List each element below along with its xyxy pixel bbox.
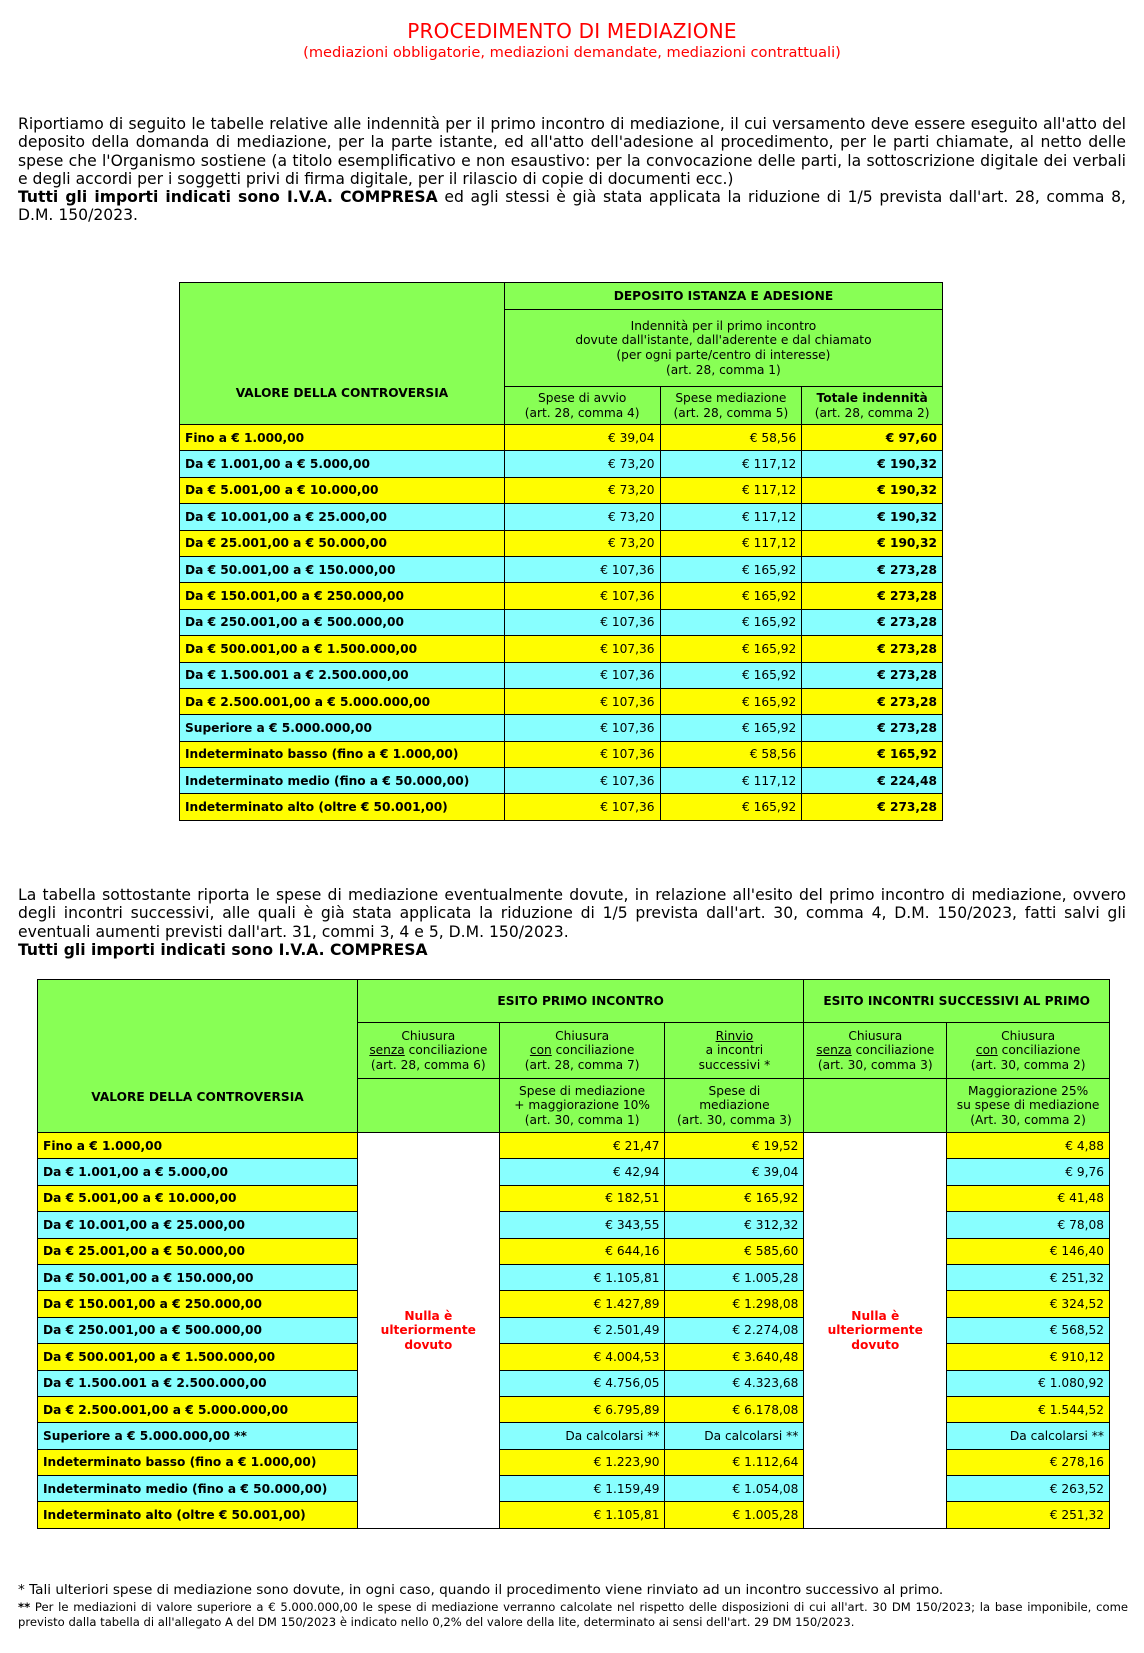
- start-fee-value: € 107,36: [504, 583, 660, 609]
- total-fee-value: € 273,28: [802, 556, 943, 582]
- mediation-fee-value: € 117,12: [660, 477, 802, 503]
- table-row: [180, 583, 943, 609]
- value-range-label: Da € 25.001,00 a € 50.000,00: [38, 1238, 358, 1264]
- start-fee-value: € 107,36: [504, 741, 660, 767]
- nothing-due-note: Nulla è ulteriormente dovuto: [357, 1133, 499, 1529]
- table-row: [38, 1396, 1110, 1422]
- start-fee-value: € 107,36: [504, 715, 660, 741]
- value-range-label: Da € 500.001,00 a € 1.500.000,00: [38, 1344, 358, 1370]
- outcome-fees-body: [38, 1133, 1110, 1529]
- mediation-fees-header: Spese mediazione (art. 28, comma 5): [660, 387, 802, 425]
- increase-fee-value: € 910,12: [947, 1344, 1110, 1370]
- later-closure-with-conciliation-header: Chiusura con conciliazione (art. 30, comma 2): [947, 1023, 1110, 1079]
- conciliation-fee-value: Da calcolarsi **: [499, 1423, 665, 1449]
- total-fee-value: € 273,28: [802, 662, 943, 688]
- first-meeting-fees-body: [180, 425, 943, 821]
- value-range-label: Indeterminato basso (fino a € 1.000,00): [38, 1449, 358, 1475]
- postponement-header: Rinvio a incontri successivi *: [665, 1023, 804, 1079]
- value-column-header: VALORE DELLA CONTROVERSIA: [235, 386, 449, 401]
- conciliation-fee-value: € 21,47: [499, 1133, 665, 1159]
- value-range-label: Da € 500.001,00 a € 1.500.000,00: [180, 636, 505, 662]
- increase-fee-value: € 251,32: [947, 1502, 1110, 1528]
- start-fee-value: € 73,20: [504, 477, 660, 503]
- mediation-fee-value: € 117,12: [660, 451, 802, 477]
- mediation-fee-value: € 165,92: [660, 556, 802, 582]
- plus-25-desc: Maggiorazione 25% su spese di mediazione (Art. 30, comma 2): [947, 1079, 1110, 1133]
- value-range-label: Da € 1.500.001 a € 2.500.000,00: [38, 1370, 358, 1396]
- middle-text: La tabella sottostante riporta le spese di mediazione eventualmente dovute, in relazione all'esito del primo incontro di mediazione, ovvero degli incontri successivi, alle quali è già stata applicata la riduzione di 1/5 prevista dall'art. 30, comma 4, D.M. 150/2023, fatti salvi gli eventuali aumenti previsti dall'art. 31, commi 3, 4 e 5, D.M. 150/2023.: [18, 886, 1126, 941]
- start-fee-value: € 107,36: [504, 609, 660, 635]
- total-fee-value: € 190,32: [802, 530, 943, 556]
- postponement-fee-value: € 2.274,08: [665, 1317, 804, 1343]
- table-row: [38, 1449, 1110, 1475]
- conciliation-fee-value: € 644,16: [499, 1238, 665, 1264]
- value-range-label: Da € 5.001,00 a € 10.000,00: [38, 1185, 358, 1211]
- value-range-label: Da € 2.500.001,00 a € 5.000.000,00: [38, 1396, 358, 1422]
- total-fee-value: € 165,92: [802, 741, 943, 767]
- total-fee-value: € 224,48: [802, 768, 943, 794]
- postponement-fee-value: € 1.005,28: [665, 1502, 804, 1528]
- increase-fee-value: € 278,16: [947, 1449, 1110, 1475]
- start-fee-value: € 73,20: [504, 504, 660, 530]
- value-range-label: Superiore a € 5.000.000,00: [180, 715, 505, 741]
- footnote-single-star: * Tali ulteriori spese di mediazione sono dovute, in ogni caso, quando il procedimento viene rinviato ad un incontro successivo al primo.: [18, 1582, 944, 1598]
- conciliation-fee-value: € 1.427,89: [499, 1291, 665, 1317]
- mediation-fee-value: € 165,92: [660, 688, 802, 714]
- postponement-fee-value: € 585,60: [665, 1238, 804, 1264]
- mediation-fee-value: € 165,92: [660, 794, 802, 820]
- table-row: [180, 556, 943, 582]
- postponement-fee-value: € 165,92: [665, 1185, 804, 1211]
- table-row: [180, 425, 943, 451]
- table-row: [38, 1423, 1110, 1449]
- middle-vat-note: Tutti gli importi indicati sono I.V.A. COMPRESA: [18, 940, 428, 959]
- mediation-fee-value: € 58,56: [660, 741, 802, 767]
- conciliation-fee-value: € 182,51: [499, 1185, 665, 1211]
- value-range-label: Da € 10.001,00 a € 25.000,00: [38, 1212, 358, 1238]
- table-row: [38, 1212, 1110, 1238]
- table-row: [38, 1344, 1110, 1370]
- postponement-fee-value: € 19,52: [665, 1133, 804, 1159]
- table-row: [38, 1476, 1110, 1502]
- total-fee-value: € 190,32: [802, 477, 943, 503]
- mediation-fee-value: € 58,56: [660, 425, 802, 451]
- table-header-spacer: [180, 283, 505, 425]
- increase-fee-value: € 78,08: [947, 1212, 1110, 1238]
- deposit-group-header: DEPOSITO ISTANZA E ADESIONE: [504, 283, 942, 310]
- increase-fee-value: € 4,88: [947, 1133, 1110, 1159]
- table-row: [180, 768, 943, 794]
- table-row: [180, 504, 943, 530]
- value-column-header-2: VALORE DELLA CONTROVERSIA: [91, 1089, 304, 1104]
- postponement-fee-value: € 1.005,28: [665, 1264, 804, 1290]
- start-fee-value: € 107,36: [504, 768, 660, 794]
- table-row: [180, 636, 943, 662]
- postponement-fee-value: Da calcolarsi **: [665, 1423, 804, 1449]
- value-range-label: Indeterminato basso (fino a € 1.000,00): [180, 741, 505, 767]
- page-subtitle: (mediazioni obbligatorie, mediazioni demandate, mediazioni contrattuali): [303, 44, 841, 61]
- mediation-fee-value: € 165,92: [660, 636, 802, 662]
- increase-fee-value: € 41,48: [947, 1185, 1110, 1211]
- increase-fee-value: € 9,76: [947, 1159, 1110, 1185]
- postponement-fee-value: € 1.112,64: [665, 1449, 804, 1475]
- table-row: [180, 741, 943, 767]
- start-fee-value: € 107,36: [504, 636, 660, 662]
- conciliation-fee-value: € 2.501,49: [499, 1317, 665, 1343]
- table-row: [38, 1502, 1110, 1528]
- value-range-label: Indeterminato alto (oltre € 50.001,00): [38, 1502, 358, 1528]
- value-range-label: Indeterminato alto (oltre € 50.001,00): [180, 794, 505, 820]
- total-fee-value: € 273,28: [802, 583, 943, 609]
- first-meeting-fees-table: [179, 282, 943, 821]
- increase-fee-value: € 324,52: [947, 1291, 1110, 1317]
- table-row: [180, 530, 943, 556]
- value-range-label: Da € 150.001,00 a € 250.000,00: [38, 1291, 358, 1317]
- table-row: [180, 688, 943, 714]
- mediation-fee-value: € 117,12: [660, 768, 802, 794]
- value-range-label: Indeterminato medio (fino a € 50.000,00): [38, 1476, 358, 1502]
- document-page: [0, 20, 1144, 1653]
- value-range-label: Da € 1.500.001 a € 2.500.000,00: [180, 662, 505, 688]
- postponement-fee-value: € 6.178,08: [665, 1396, 804, 1422]
- value-range-label: Fino a € 1.000,00: [38, 1133, 358, 1159]
- closure-without-conciliation-header: Chiusura senza conciliazione (art. 28, comma 6): [357, 1023, 499, 1079]
- table-row: [38, 1291, 1110, 1317]
- outcome-fees-table: [37, 979, 1110, 1529]
- increase-fee-value: € 263,52: [947, 1476, 1110, 1502]
- page-title: PROCEDIMENTO DI MEDIAZIONE: [407, 19, 737, 43]
- intro-reduction-note: ed agli stessi è già stata applicata la riduzione di 1/5 prevista dall'art. 28, comma 8, D.M. 150/2023.: [18, 188, 1127, 225]
- total-fee-value: € 190,32: [802, 504, 943, 530]
- closure-with-conciliation-header: Chiusura con conciliazione (art. 28, comma 7): [499, 1023, 665, 1079]
- start-fees-header: Spese di avvio (art. 28, comma 4): [504, 387, 660, 425]
- increase-fee-value: € 1.080,92: [947, 1370, 1110, 1396]
- conciliation-fee-value: € 4.004,53: [499, 1344, 665, 1370]
- value-range-label: Da € 1.001,00 a € 5.000,00: [180, 451, 505, 477]
- total-fee-value: € 273,28: [802, 609, 943, 635]
- postponement-fee-value: € 3.640,48: [665, 1344, 804, 1370]
- increase-fee-value: € 251,32: [947, 1264, 1110, 1290]
- intro-vat-note: Tutti gli importi indicati sono I.V.A. COMPRESA: [18, 188, 438, 207]
- conciliation-fee-value: € 42,94: [499, 1159, 665, 1185]
- conciliation-fee-value: € 1.223,90: [499, 1449, 665, 1475]
- value-range-label: Da € 150.001,00 a € 250.000,00: [180, 583, 505, 609]
- conciliation-fee-value: € 4.756,05: [499, 1370, 665, 1396]
- increase-fee-value: € 568,52: [947, 1317, 1110, 1343]
- first-meeting-outcome-header: ESITO PRIMO INCONTRO: [357, 980, 803, 1023]
- table-row: [180, 662, 943, 688]
- increase-fee-value: Da calcolarsi **: [947, 1423, 1110, 1449]
- postponement-fee-value: € 1.298,08: [665, 1291, 804, 1317]
- value-range-label: Da € 2.500.001,00 a € 5.000.000,00: [180, 688, 505, 714]
- total-fee-value: € 273,28: [802, 636, 943, 662]
- total-fee-value: € 273,28: [802, 715, 943, 741]
- value-range-label: Da € 10.001,00 a € 25.000,00: [180, 504, 505, 530]
- table-row: [38, 1264, 1110, 1290]
- increase-fee-value: € 146,40: [947, 1238, 1110, 1264]
- table-row: [180, 451, 943, 477]
- intro-text: Riportiamo di seguito le tabelle relative alle indennità per il primo incontro di mediazione, il cui versamento deve essere eseguito all'atto del deposito della domanda di mediazione, per la parte istante, ed all'atto dell'adesione al procedimento, per le parti chiamate, al netto delle spese che l'Organismo sostiene (a titolo esemplificativo e non esaustivo: per la convocazione delle parti, la sottoscrizione digitale dei verbali e degli accordi per i soggetti privi di firma digitale, per il rilascio di copie di documenti ecc.): [18, 115, 1126, 188]
- start-fee-value: € 107,36: [504, 556, 660, 582]
- value-range-label: Da € 5.001,00 a € 10.000,00: [180, 477, 505, 503]
- conciliation-fee-value: € 6.795,89: [499, 1396, 665, 1422]
- table-row: [180, 715, 943, 741]
- start-fee-value: € 73,20: [504, 530, 660, 556]
- total-fee-value: € 190,32: [802, 451, 943, 477]
- postponement-fee-value: € 39,04: [665, 1159, 804, 1185]
- total-fees-header: Totale indennità (art. 28, comma 2): [802, 387, 943, 425]
- start-fee-value: € 39,04: [504, 425, 660, 451]
- mediation-fee-value: € 165,92: [660, 583, 802, 609]
- postponement-fee-value: € 4.323,68: [665, 1370, 804, 1396]
- value-range-label: Da € 250.001,00 a € 500.000,00: [180, 609, 505, 635]
- conciliation-fee-value: € 1.105,81: [499, 1264, 665, 1290]
- value-range-label: Da € 50.001,00 a € 150.000,00: [180, 556, 505, 582]
- value-range-label: Da € 25.001,00 a € 50.000,00: [180, 530, 505, 556]
- increase-fee-value: € 1.544,52: [947, 1396, 1110, 1422]
- start-fee-value: € 73,20: [504, 451, 660, 477]
- table-row: [38, 1238, 1110, 1264]
- footnote-double-star: ** Per le mediazioni di valore superiore a € 5.000.000,00 le spese di mediazione verranno calcolate nel rispetto delle disposizioni di cui all'art. 30 DM 150/2023; la base imponibile, come previsto dalla tabella di all'allegato A del DM 150/2023 è indicato nello 0,2% del valore della lite, determinato ai sensi dell'art. 29 DM 150/2023.: [18, 1600, 1128, 1629]
- total-fee-value: € 273,28: [802, 688, 943, 714]
- value-range-label: Da € 1.001,00 a € 5.000,00: [38, 1159, 358, 1185]
- mediation-plus-10-desc: Spese di mediazione + maggiorazione 10% (art. 30, comma 1): [499, 1079, 665, 1133]
- mediation-fee-value: € 165,92: [660, 662, 802, 688]
- table-row: [180, 477, 943, 503]
- later-closure-without-conciliation-header: Chiusura senza conciliazione (art. 30, comma 3): [804, 1023, 947, 1079]
- table-row: [180, 794, 943, 820]
- value-range-label: Superiore a € 5.000.000,00 **: [38, 1423, 358, 1449]
- nothing-due-note-later: Nulla è ulteriormente dovuto: [804, 1133, 947, 1529]
- empty-desc-cell-1: [357, 1079, 499, 1133]
- mediation-fee-value: € 117,12: [660, 530, 802, 556]
- table2-header-spacer: [38, 980, 358, 1133]
- value-range-label: Indeterminato medio (fino a € 50.000,00): [180, 768, 505, 794]
- mediation-fee-value: € 165,92: [660, 609, 802, 635]
- empty-desc-cell-2: [804, 1079, 947, 1133]
- first-meeting-subheader: Indennità per il primo incontro dovute dall'istante, dall'aderente e dal chiamato (per ogni parte/centro di interesse) (art. 28, comma 1): [504, 310, 942, 387]
- mediation-fees-desc: Spese di mediazione (art. 30, comma 3): [665, 1079, 804, 1133]
- start-fee-value: € 107,36: [504, 688, 660, 714]
- mediation-fee-value: € 117,12: [660, 504, 802, 530]
- total-fee-value: € 273,28: [802, 794, 943, 820]
- conciliation-fee-value: € 343,55: [499, 1212, 665, 1238]
- value-range-label: Fino a € 1.000,00: [180, 425, 505, 451]
- table-row: [38, 1317, 1110, 1343]
- postponement-fee-value: € 312,32: [665, 1212, 804, 1238]
- middle-paragraph: [18, 886, 1126, 959]
- start-fee-value: € 107,36: [504, 662, 660, 688]
- intro-paragraph: [18, 115, 1126, 225]
- later-meetings-outcome-header: ESITO INCONTRI SUCCESSIVI AL PRIMO: [804, 980, 1110, 1023]
- conciliation-fee-value: € 1.159,49: [499, 1476, 665, 1502]
- table-row: [180, 609, 943, 635]
- start-fee-value: € 107,36: [504, 794, 660, 820]
- total-fee-value: € 97,60: [802, 425, 943, 451]
- mediation-fee-value: € 165,92: [660, 715, 802, 741]
- postponement-fee-value: € 1.054,08: [665, 1476, 804, 1502]
- table-row: [38, 1370, 1110, 1396]
- conciliation-fee-value: € 1.105,81: [499, 1502, 665, 1528]
- table-row: [38, 1185, 1110, 1211]
- table-row: [38, 1133, 1110, 1159]
- value-range-label: Da € 250.001,00 a € 500.000,00: [38, 1317, 358, 1343]
- table-row: [38, 1159, 1110, 1185]
- value-range-label: Da € 50.001,00 a € 150.000,00: [38, 1264, 358, 1290]
